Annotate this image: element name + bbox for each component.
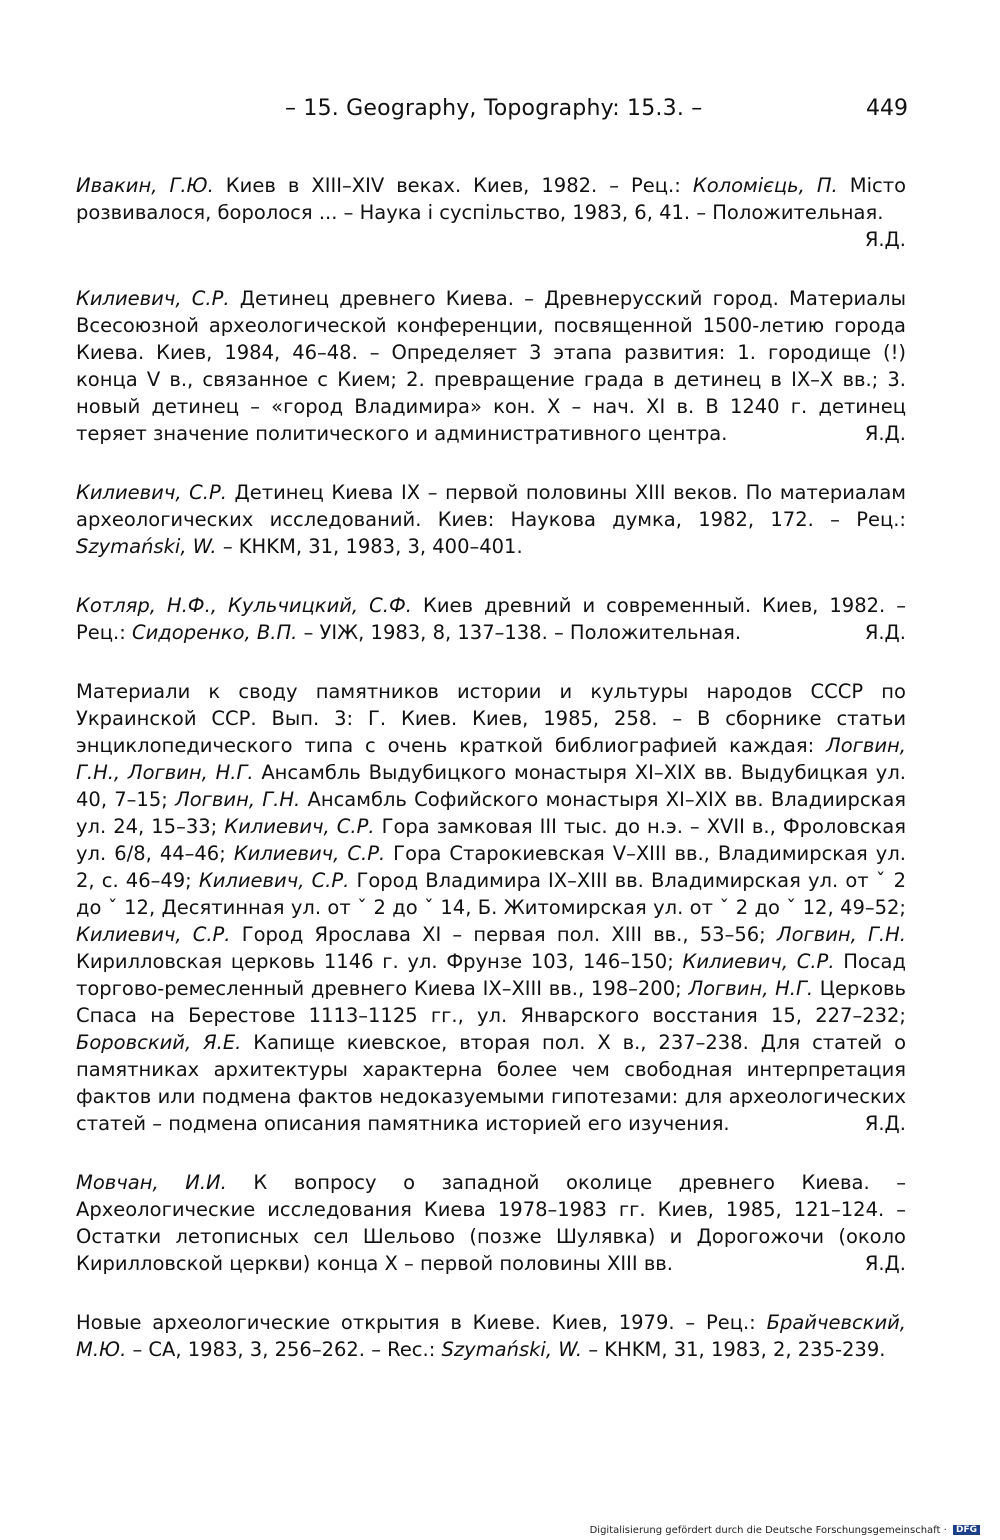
bibliography-entry — [76, 479, 906, 560]
dfg-logo: DFG — [953, 1525, 980, 1535]
entry-signature: Я.Д. — [864, 1112, 906, 1135]
entry-author: Мовчан, И.И. — [76, 1171, 227, 1194]
entry-reviewer: Логвин, Г.Н. — [776, 923, 906, 946]
entry-reviewer: Логвин, Г.Н., Логвин, Н.Г. — [76, 734, 906, 784]
bibliography-entry — [76, 592, 906, 646]
entry-signature: Я.Д. — [864, 422, 906, 445]
entry-reviewer: Килиевич, С.Р. — [224, 815, 375, 838]
entry-text: – KHKM, 31, 1983, 2, 235-239. — [582, 1338, 886, 1361]
entry-text: Город Ярослава XI – первая пол. XIII вв., 53–56; — [230, 923, 777, 946]
bibliography-entry — [76, 1309, 906, 1363]
entry-reviewer: Сидоренко, В.П. — [132, 621, 298, 644]
page-number: 449 — [866, 96, 908, 121]
bibliography-entry — [76, 678, 906, 1137]
entry-author: Килиевич, С.Р. — [76, 481, 227, 504]
entry-signature: Я.Д. — [864, 621, 906, 644]
entry-text: Ансамбль Выдубицкого монастыря XI–XIX вв. Выдубицкая ул. 40, 7–15; — [76, 761, 906, 811]
entry-reviewer: Коломієць, П. — [692, 174, 838, 197]
entry-text: Місто розвивалося, боролося ... – Наука і суспільство, 1983, 6, 41. – Положительная. — [76, 174, 906, 224]
entry-text: К вопросу о западной околице древнего Киева. – Археологические исследования Киева 1978–1983 гг. Киев, 1985, 121–124. – Остатки летописных сел Шельово (позже Шулявка) и Дорогожочи (около Кирилловской церкви) конца X – первой половины XIII вв. — [76, 1171, 906, 1275]
entry-text: – CA, 1983, 3, 256–262. – Rec.: — [126, 1338, 442, 1361]
page-header — [0, 96, 1000, 130]
entry-text: – УІЖ, 1983, 8, 137–138. – Положительная. — [297, 621, 742, 644]
entry-reviewer: Брайчевский, М.Ю. — [76, 1311, 906, 1361]
entry-text: Гора замковая III тыс. до н.э. – XVII в., Фроловская ул. 6/8, 44–46; — [76, 815, 906, 865]
entry-text: Киев древний и современный. Киев, 1982. – Рец.: — [76, 594, 906, 644]
entry-reviewer: Логвин, Г.Н. — [175, 788, 301, 811]
entry-signature: Я.Д. — [864, 1252, 906, 1275]
entry-reviewer: Килиевич, С.Р. — [233, 842, 386, 865]
entry-author: Килиевич, С.Р. — [76, 287, 230, 310]
entry-text: Гора Старокиевская V–XIII вв., Владимирская ул. 2, с. 46–49; — [76, 842, 906, 892]
entry-text: Киев в XIII–XIV веках. Киев, 1982. – Рец.: — [213, 174, 693, 197]
entry-signature: Я.Д. — [864, 228, 906, 251]
bibliography-entries — [76, 172, 906, 1395]
entry-text: Новые археологические открытия в Киеве. Киев, 1979. – Рец.: — [76, 1311, 767, 1334]
entry-text: Детинец древнего Киева. – Древнерусский город. Материалы Всесоюзной археологической конференции, посвященной 1500-летию города Киева. Киев, 1984, 46–48. – Определяет 3 этапа развития: 1. городище (!) конца V в., связанное с Кием; 2. превращение града в детинец в IX–X вв.; 3. новый детинец – «город Владимира» кон. X – нач. XI в. В 1240 г. детинец теряет значение политического и административного центра. — [76, 287, 906, 445]
entry-text: Церковь Спаса на Берестове 1113–1125 гг., ул. Январского восстания 15, 227–232; — [76, 977, 907, 1027]
running-header-title: – 15. Geography, Topography: 15.3. – — [285, 96, 703, 121]
digitization-footer — [590, 1525, 980, 1536]
entry-reviewer: Килиевич, С.Р. — [198, 869, 350, 892]
entry-text: Ансамбль Софийского монастыря XI–XIX вв. Владиирская ул. 24, 15–33; — [76, 788, 906, 838]
entry-author: Котляр, Н.Ф., Кульчицкий, С.Ф. — [76, 594, 412, 617]
entry-reviewer: Килиевич, С.Р. — [76, 923, 231, 946]
entry-text: Материали к своду памятников истории и культуры народов СССР по Украинской ССР. Вып. 3: Г. Киев. Киев, 1985, 258. – В сборнике статьи энциклопедического типа с очень краткой библиографией каждая: — [76, 680, 906, 757]
entry-reviewer: Szymański, W. — [441, 1338, 583, 1361]
entry-text: Детинец Киева IX – первой половины XIII веков. По материалам археологических исследований. Киев: Наукова думка, 1982, 172. – Рец.: — [76, 481, 906, 531]
entry-reviewer: Szymański, W. — [76, 535, 217, 558]
bibliography-entry — [76, 1169, 906, 1277]
entry-reviewer: Килиевич, С.Р. — [682, 950, 835, 973]
entry-reviewer: Логвин, Н.Г. — [688, 977, 814, 1000]
bibliography-entry — [76, 172, 906, 253]
entry-reviewer: Боровский, Я.Е. — [76, 1031, 242, 1054]
footer-text: Digitalisierung gefördert durch die Deutsche Forschungsgemeinschaft · — [589, 1525, 947, 1536]
entry-author: Ивакин, Г.Ю. — [76, 174, 214, 197]
entry-text: Посад торгово-ремесленный древнего Киева IX–XIII вв., 198–200; — [76, 950, 906, 1000]
bibliography-entry — [76, 285, 906, 447]
entry-text: Кирилловская церковь 1146 г. ул. Фрунзе 103, 146–150; — [76, 950, 683, 973]
entry-text: Капище киевское, вторая пол. X в., 237–238. Для статей о памятниках архитектуры характерна более чем свободная интерпретация фактов или подмена фактов недоказуемыми гипотезами: для археологических статей – подмена описания памятника историей его изучения. — [76, 1031, 906, 1135]
entry-text: Город Владимира IX–XIII вв. Владимирская ул. от ˇ 2 до ˇ 12, Десятинная ул. от ˇ 2 до ˇ 14, Б. Житомирская ул. от ˇ 2 до ˇ 12, 49–52; — [76, 869, 906, 919]
entry-text: – KHKM, 31, 1983, 3, 400–401. — [216, 535, 523, 558]
